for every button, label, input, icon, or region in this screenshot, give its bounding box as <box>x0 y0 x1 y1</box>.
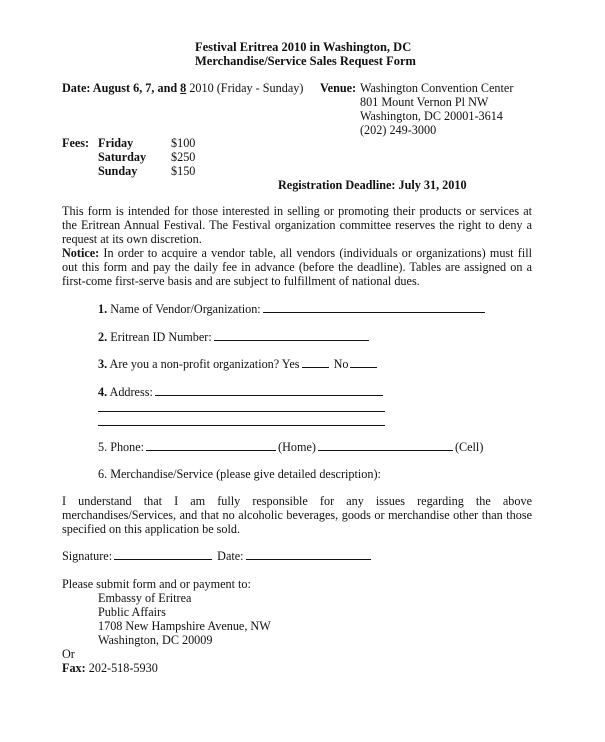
responsibility-statement: I understand that I am fully responsible for any issues regarding the above merchandises/Services, and that no alcoholic beverages, goods or merchandise other than those specified on this application be sold. <box>62 494 532 536</box>
nonprofit-no-input[interactable] <box>350 357 377 368</box>
nonprofit-yes-input[interactable] <box>302 357 329 368</box>
notice-label: Notice: <box>62 245 100 260</box>
signature-date-input[interactable] <box>246 549 371 560</box>
address-input-line3[interactable] <box>98 425 385 426</box>
field-2-label: Eritrean ID Number: <box>107 330 212 344</box>
fee-amount-friday: $100 <box>171 136 196 150</box>
field-nonprofit <box>98 357 379 372</box>
venue-name: Washington Convention Center <box>360 81 514 95</box>
field-address <box>98 385 385 400</box>
fax-number: 202-518-5930 <box>85 661 158 675</box>
field-merchandise: 6. Merchandise/Service (please give detailed description): <box>98 467 381 481</box>
submit-address-line3: 1708 New Hampshire Avenue, NW <box>98 619 271 633</box>
registration-deadline: Registration Deadline: July 31, 2010 <box>278 178 467 192</box>
submit-address-line1: Embassy of Eritrea <box>98 591 192 605</box>
fee-day-friday: Friday <box>98 136 134 150</box>
signature-label: Signature: <box>62 549 113 563</box>
address-input-line1[interactable] <box>155 385 383 396</box>
intro-paragraph <box>62 205 532 288</box>
nonprofit-no-label: No <box>333 357 349 371</box>
vendor-name-input[interactable] <box>263 302 485 313</box>
field-4-label: Address: <box>107 385 153 399</box>
address-input-line2[interactable] <box>98 411 385 412</box>
phone-cell-input[interactable] <box>318 440 453 451</box>
phone-home-label: (Home) <box>278 440 316 454</box>
field-eritrean-id <box>98 330 371 345</box>
date-label: Date: August 6, 7, and <box>62 81 181 95</box>
signature-date-label: Date: <box>217 549 244 563</box>
field-3-number: 3. <box>98 357 108 371</box>
form-title-line2: Merchandise/Service Sales Request Form <box>195 54 416 68</box>
fees-label: Fees: <box>62 136 90 150</box>
field-2-number: 2. <box>98 330 108 344</box>
fee-amount-sunday: $150 <box>171 164 196 178</box>
submit-address-line4: Washington, DC 20009 <box>98 633 213 647</box>
submit-intro: Please submit form and or payment to: <box>62 577 251 591</box>
field-1-number: 1. <box>98 302 108 316</box>
field-3-label: Are you a non-profit organization? Yes <box>107 357 300 371</box>
fax-label: Fax: <box>62 661 86 675</box>
signature-row <box>62 549 373 564</box>
event-date <box>62 81 303 96</box>
fax-line <box>62 661 158 676</box>
eritrean-id-input[interactable] <box>214 330 369 341</box>
date-rest: 2010 (Friday - Sunday) <box>186 81 304 95</box>
submit-or: Or <box>62 647 75 661</box>
signature-input[interactable] <box>114 549 212 560</box>
fee-day-saturday: Saturday <box>98 150 147 164</box>
submit-address-line2: Public Affairs <box>98 605 166 619</box>
venue-label: Venue: <box>320 81 357 95</box>
field-vendor-name <box>98 302 487 317</box>
venue-phone: (202) 249-3000 <box>360 123 437 137</box>
field-1-label: Name of Vendor/Organization: <box>107 302 261 316</box>
fee-amount-saturday: $250 <box>171 150 196 164</box>
notice-text: In order to acquire a vendor table, all vendors (individuals or organizations) must fill out this form and pay the daily fee in advance (before the deadline). Tables are assigned on a first-come first-serve basis and are subject to fulfillment of national dues. <box>62 245 532 288</box>
field-5-label: 5. Phone: <box>98 440 145 454</box>
field-4-number: 4. <box>98 385 108 399</box>
notice-paragraph <box>62 247 532 289</box>
form-title-line1: Festival Eritrea 2010 in Washington, DC <box>195 40 412 54</box>
intro-text: This form is intended for those interested in selling or promoting their products or services at the Eritrean Annual Festival. The Festival organization committee reserves the right to deny a request at its own discretion. <box>62 204 532 246</box>
phone-home-input[interactable] <box>146 440 276 451</box>
field-phone <box>98 440 483 455</box>
date-day-8: 8 <box>180 81 187 95</box>
venue-city: Washington, DC 20001-3614 <box>360 109 503 123</box>
venue-street: 801 Mount Vernon Pl NW <box>360 95 489 109</box>
phone-cell-label: (Cell) <box>454 440 484 454</box>
fee-day-sunday: Sunday <box>98 164 138 178</box>
